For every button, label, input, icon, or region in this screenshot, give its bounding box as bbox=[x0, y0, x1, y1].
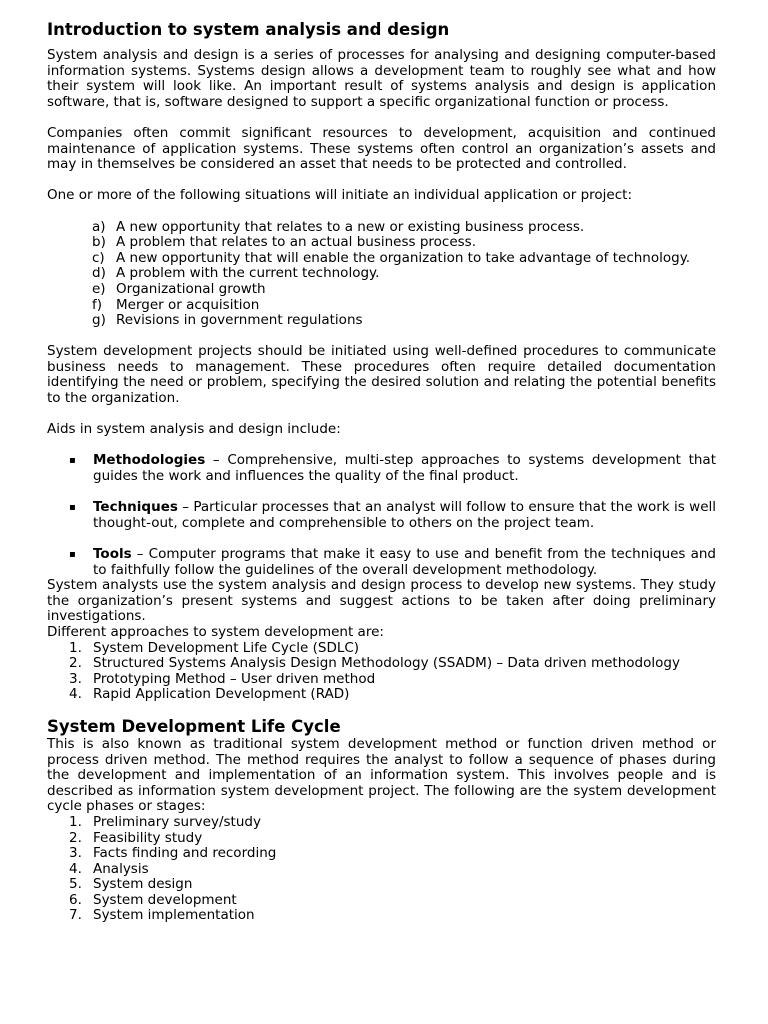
list-marker: 2. bbox=[69, 829, 82, 846]
list-item bbox=[92, 266, 716, 282]
list-marker: 5. bbox=[69, 876, 82, 893]
list-item-text: System implementation bbox=[93, 907, 255, 924]
list-item bbox=[69, 656, 716, 672]
list-item bbox=[69, 453, 716, 484]
square-bullet-icon: ▪ bbox=[69, 549, 76, 560]
list-item bbox=[69, 815, 716, 831]
list-marker: a) bbox=[92, 218, 106, 235]
list-item-text: Facts finding and recording bbox=[93, 845, 277, 862]
list-item bbox=[92, 298, 716, 314]
list-item-text: Merger or acquisition bbox=[116, 296, 260, 313]
list-item-text: Prototyping Method – User driven method bbox=[93, 670, 376, 687]
list-item-text: Organizational growth bbox=[116, 280, 266, 297]
list-marker: 4. bbox=[69, 860, 82, 877]
approaches-intro: Different approaches to system development are: bbox=[47, 623, 384, 640]
situations-intro: One or more of the following situations will initiate an individual application or project: bbox=[47, 187, 633, 204]
list-item bbox=[69, 862, 716, 878]
aid-term: Methodologies bbox=[93, 452, 206, 469]
aid-description: – Computer programs that make it easy to use and benefit from the techniques and to faithfully follow the guidelines of the overall development methodology. bbox=[93, 546, 716, 578]
list-item bbox=[69, 877, 716, 893]
list-item-text: System Development Life Cycle (SDLC) bbox=[93, 639, 360, 656]
aids-list bbox=[47, 453, 716, 578]
list-item bbox=[92, 235, 716, 251]
list-item bbox=[69, 846, 716, 862]
list-item-text: System development bbox=[93, 891, 237, 908]
list-item bbox=[69, 547, 716, 578]
list-item-text: A new opportunity that relates to a new or existing business process. bbox=[116, 218, 585, 235]
square-bullet-icon: ▪ bbox=[69, 455, 76, 467]
list-marker: 2. bbox=[69, 655, 82, 672]
list-item bbox=[69, 831, 716, 847]
list-item bbox=[69, 893, 716, 909]
list-marker: 3. bbox=[69, 670, 82, 687]
phases-list bbox=[47, 815, 716, 924]
list-item-text: A problem that relates to an actual business process. bbox=[116, 234, 477, 251]
list-item-text: Rapid Application Development (RAD) bbox=[93, 686, 350, 703]
list-marker: 6. bbox=[69, 891, 82, 908]
list-item-text: A problem with the current technology. bbox=[116, 265, 380, 282]
procedures-paragraph: System development projects should be initiated using well-defined procedures to communicate business needs to management. These procedures often require detailed documentation identifying the need or problem, specifying the desired solution and relating the potential benefits to the organization. bbox=[47, 343, 716, 407]
situations-list bbox=[47, 220, 716, 329]
list-marker: 3. bbox=[69, 845, 82, 862]
aid-term: Techniques bbox=[93, 499, 178, 516]
list-item bbox=[69, 672, 716, 688]
list-item bbox=[69, 641, 716, 657]
list-marker: d) bbox=[92, 265, 106, 282]
aids-intro: Aids in system analysis and design include: bbox=[47, 421, 341, 438]
list-item bbox=[69, 687, 716, 703]
resources-paragraph: Companies often commit significant resources to development, acquisition and continued maintenance of application systems. These systems often control an organization’s assets and may in themselves be considered an asset that needs to be protected and controlled. bbox=[47, 124, 716, 173]
list-item-text: Analysis bbox=[93, 860, 149, 877]
list-item-text: Feasibility study bbox=[93, 829, 203, 846]
list-item bbox=[69, 500, 716, 531]
list-marker: 7. bbox=[69, 907, 82, 924]
sdlc-paragraph: This is also known as traditional system development method or function driven method or process driven method. The method requires the analyst to follow a sequence of phases during the development and implementation of an information system. This involves people and is described as information system development project. The following are the system development cycle phases or stages: bbox=[47, 735, 716, 815]
list-item-text: Structured Systems Analysis Design Methodology (SSADM) – Data driven methodology bbox=[93, 655, 680, 672]
list-item-text: System design bbox=[93, 876, 193, 893]
list-marker: b) bbox=[92, 234, 106, 251]
list-item-text: Preliminary survey/study bbox=[93, 813, 261, 830]
analysts-paragraph: System analysts use the system analysis and design process to develop new systems. They study the organization’s present systems and suggest actions to be taken after doing preliminary investigations. bbox=[47, 577, 716, 625]
intro-paragraph: System analysis and design is a series of processes for analysing and designing computer-based information systems. Systems design allows a development team to roughly see what and how their system will look like. An important result of systems analysis and design is application software, that is, software designed to support a specific organizational function or process. bbox=[47, 47, 716, 110]
list-marker: 1. bbox=[69, 813, 82, 830]
list-item bbox=[92, 282, 716, 298]
square-bullet-icon: ▪ bbox=[69, 502, 76, 514]
aid-description: – Comprehensive, multi-step approaches to systems development that guides the work and influences the quality of the final product. bbox=[93, 452, 716, 485]
list-marker: 4. bbox=[69, 686, 82, 703]
list-item bbox=[92, 313, 716, 329]
list-item-text: A new opportunity that will enable the organization to take advantage of technology. bbox=[116, 249, 691, 266]
list-item-text: Revisions in government regulations bbox=[116, 312, 363, 329]
list-marker: g) bbox=[92, 312, 106, 329]
list-item bbox=[92, 220, 716, 236]
approaches-list bbox=[47, 641, 716, 703]
page-title: Introduction to system analysis and design bbox=[47, 20, 450, 39]
section-heading-sdlc: System Development Life Cycle bbox=[47, 716, 341, 736]
aid-term: Tools bbox=[93, 546, 132, 562]
list-marker: e) bbox=[92, 280, 106, 297]
list-item bbox=[92, 251, 716, 267]
list-marker: c) bbox=[92, 249, 105, 266]
list-item bbox=[69, 908, 716, 924]
aid-description: – Particular processes that an analyst will follow to ensure that the work is well thought-out, complete and comprehensible to others on the project team. bbox=[93, 499, 716, 531]
list-marker: f) bbox=[92, 296, 103, 313]
list-marker: 1. bbox=[69, 639, 82, 656]
